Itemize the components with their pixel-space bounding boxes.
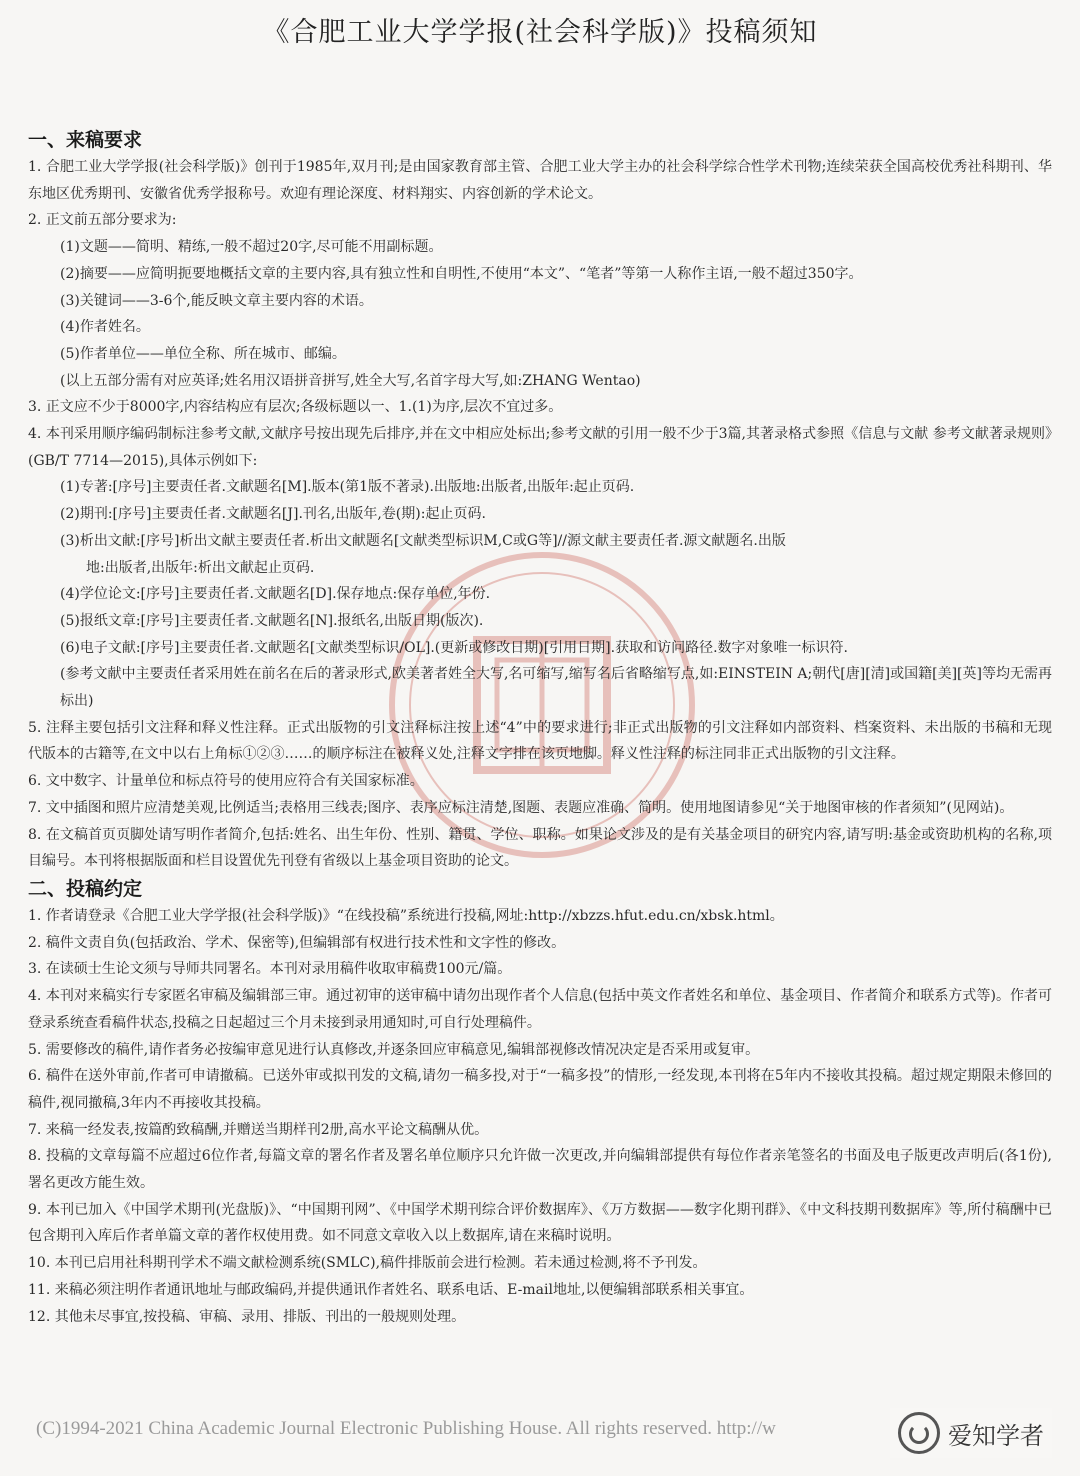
wechat-official-account-icon xyxy=(898,1412,940,1454)
page-title: 《合肥工业大学学报(社会科学版)》投稿须知 xyxy=(262,17,818,48)
paragraph: 9. 本刊已加入《中国学术期刊(光盘版)》、“中国期刊网”、《中国学术期刊综合评价数据库》、《万方数据——数字化期刊群》、《中文科技期刊数据库》等,所付稿酬中已包含期刊入库后作者单篇文章的著作权使用费。如不同意文章收入以上数据库,请在来稿时说明。 xyxy=(28,1201,1052,1245)
paragraph: (2)摘要——应简明扼要地概括文章的主要内容,具有独立性和自明性,不使用“本文”、“笔者”等第一人称作主语,一般不超过350字。 xyxy=(60,265,863,282)
paragraph: 1. 合肥工业大学学报(社会科学版)》创刊于1985年,双月刊;是由国家教育部主管、合肥工业大学主办的社会科学综合性学术刊物;连续荣获全国高校优秀社科期刊、华东地区优秀期刊、安徽省优秀学报称号。欢迎有理论深度、材料翔实、内容创新的学术论文。 xyxy=(28,159,1052,202)
paragraph: (3)析出文献:[序号]析出文献主要责任者.析出文献题名[文献类型标识M,C或G等]//源文献主要责任者.源文献题名.出版 xyxy=(60,532,786,549)
paragraph: 5. 需要修改的稿件,请作者务必按编审意见进行认真修改,并逐条回应审稿意见,编辑部视修改情况决定是否采用或复审。 xyxy=(28,1041,760,1058)
paragraph: 3. 正文应不少于8000字,内容结构应有层次;各级标题以一、1.(1)为序,层次不宜过多。 xyxy=(28,399,563,416)
paragraph: (4)学位论文:[序号]主要责任者.文献题名[D].保存地点:保存单位,年份. xyxy=(60,586,491,603)
paragraph: 3. 在读硕士生论文须与导师共同署名。本刊对录用稿件收取审稿费100元/篇。 xyxy=(28,961,512,978)
section-requirements-list xyxy=(28,154,1052,875)
paragraph: 12. 其他未尽事宜,按投稿、审稿、录用、排版、刊出的一般规则处理。 xyxy=(28,1308,466,1325)
paragraph: 地:出版者,出版年:析出文献起止页码. xyxy=(86,559,315,576)
paragraph: 11. 来稿必须注明作者通讯地址与邮政编码,并提供通讯作者姓名、联系电话、E-mail地址,以便编辑部联系相关事宜。 xyxy=(28,1281,754,1298)
paragraph: (5)作者单位——单位全称、所在城市、邮编。 xyxy=(60,345,346,362)
paragraph: (3)关键词——3-6个,能反映文章主要内容的术语。 xyxy=(60,292,373,309)
paragraph: 10. 本刊已启用社科期刊学术不端文献检测系统(SMLC),稿件排版前会进行检测。若未通过检测,将不予刊发。 xyxy=(28,1255,707,1272)
paragraph: 6. 稿件在送外审前,作者可申请撤稿。已送外审或拟刊发的文稿,请勿一稿多投,对于“一稿多投”的情形,一经发现,本刊将在5年内不接收其投稿。超过规定期限未修回的稿件,视同撤稿,3年内不再接收其投稿。 xyxy=(28,1068,1052,1111)
paragraph: (5)报纸文章:[序号]主要责任者.文献题名[N].报纸名,出版日期(版次). xyxy=(60,612,484,629)
copyright-footer: (C)1994-2021 China Academic Journal Electronic Publishing House. All rights reserved. http://w xyxy=(36,1418,776,1439)
paragraph: 5. 注释主要包括引文注释和释义性注释。正式出版物的引文注释标注按上述“4”中的要求进行;非正式出版物的引文注释如内部资料、档案资料、未出版的书稿和无现代版本的古籍等,在文中以右上角标①②③……的顺序标注在被释义处,注释文字排在该页地脚。释义性注释的标注同非正式出版物的引文注释。 xyxy=(28,719,1052,763)
paragraph: 6. 文中数字、计量单位和标点符号的使用应符合有关国家标准。 xyxy=(28,773,424,790)
paragraph: (2)期刊:[序号]主要责任者.文献题名[J].刊名,出版年,卷(期):起止页码. xyxy=(60,506,486,523)
paragraph: (参考文献中主要责任者采用姓在前名在后的著录形式,欧美著者姓全大写,名可缩写,缩写名后省略缩写点,如:EINSTEIN A;朝代[唐][清]或国籍[美][英]等均无需再标出) xyxy=(60,666,1052,710)
paragraph: 1. 作者请登录《合肥工业大学学报(社会科学版)》“在线投稿”系统进行投稿,网址:http://xbzzs.hfut.edu.cn/xbsk.html。 xyxy=(28,907,784,924)
paragraph: (1)专著:[序号]主要责任者.文献题名[M].版本(第1版不著录).出版地:出版者,出版年:起止页码. xyxy=(60,479,635,496)
brand-name: 爱知学者 xyxy=(948,1421,1044,1450)
paragraph: 7. 文中插图和照片应清楚美观,比例适当;表格用三线表;图序、表序应标注清楚,图题、表题应准确、简明。使用地图请参见“关于地图审核的作者须知”(见网站)。 xyxy=(28,799,1014,816)
paragraph: 2. 正文前五部分要求为: xyxy=(28,212,177,229)
paragraph: 4. 本刊对来稿实行专家匿名审稿及编辑部三审。通过初审的送审稿中请勿出现作者个人信息(包括中英文作者姓名和单位、基金项目、作者简介和联系方式等)。作者可登录系统查看稿件状态,投稿之日起超过三个月未接到录用通知时,可自行处理稿件。 xyxy=(28,988,1052,1031)
document-body xyxy=(28,126,1052,1330)
section-heading-agreement: 二、投稿约定 xyxy=(28,877,143,900)
paragraph: 7. 来稿一经发表,按篇酌致稿酬,并赠送当期样刊2册,高水平论文稿酬从优。 xyxy=(28,1121,489,1138)
paragraph: 8. 投稿的文章每篇不应超过6位作者,每篇文章的署名作者及署名单位顺序只允许做一次更改,并向编辑部提供有每位作者亲笔签名的书面及电子版更改声明后(各1份),署名更改方能生效。 xyxy=(28,1148,1052,1192)
brand-badge xyxy=(890,1408,1052,1458)
paragraph: 2. 稿件文责自负(包括政治、学术、保密等),但编辑部有权进行技术性和文字性的修改。 xyxy=(28,934,566,951)
section-heading-requirements: 一、来稿要求 xyxy=(28,129,143,151)
paragraph: (6)电子文献:[序号]主要责任者.文献题名[文献类型标识/OL].(更新或修改日期)[引用日期].获取和访问路径.数字对象唯一标识符. xyxy=(60,639,848,656)
paragraph: (以上五部分需有对应英译;姓名用汉语拼音拼写,姓全大写,名首字母大写,如:ZHANG Wentao) xyxy=(60,372,641,389)
paragraph: 8. 在文稿首页页脚处请写明作者简介,包括:姓名、出生年份、性别、籍贯、学位、职称。如果论文涉及的是有关基金项目的研究内容,请写明:基金或资助机构的名称,项目编号。本刊将根据版面和栏目设置优先刊登有省级以上基金项目资助的论文。 xyxy=(28,826,1052,870)
paragraph: (1)文题——简明、精练,一般不超过20字,尽可能不用副标题。 xyxy=(60,239,443,256)
paragraph: (4)作者姓名。 xyxy=(60,319,150,336)
section-agreement-list xyxy=(28,903,1052,1330)
paragraph: 4. 本刊采用顺序编码制标注参考文献,文献序号按出现先后排序,并在文中相应处标出;参考文献的引用一般不少于3篇,其著录格式参照《信息与文献 参考文献著录规则》(GB/T 7714—2015),具体示例如下: xyxy=(28,426,1052,469)
